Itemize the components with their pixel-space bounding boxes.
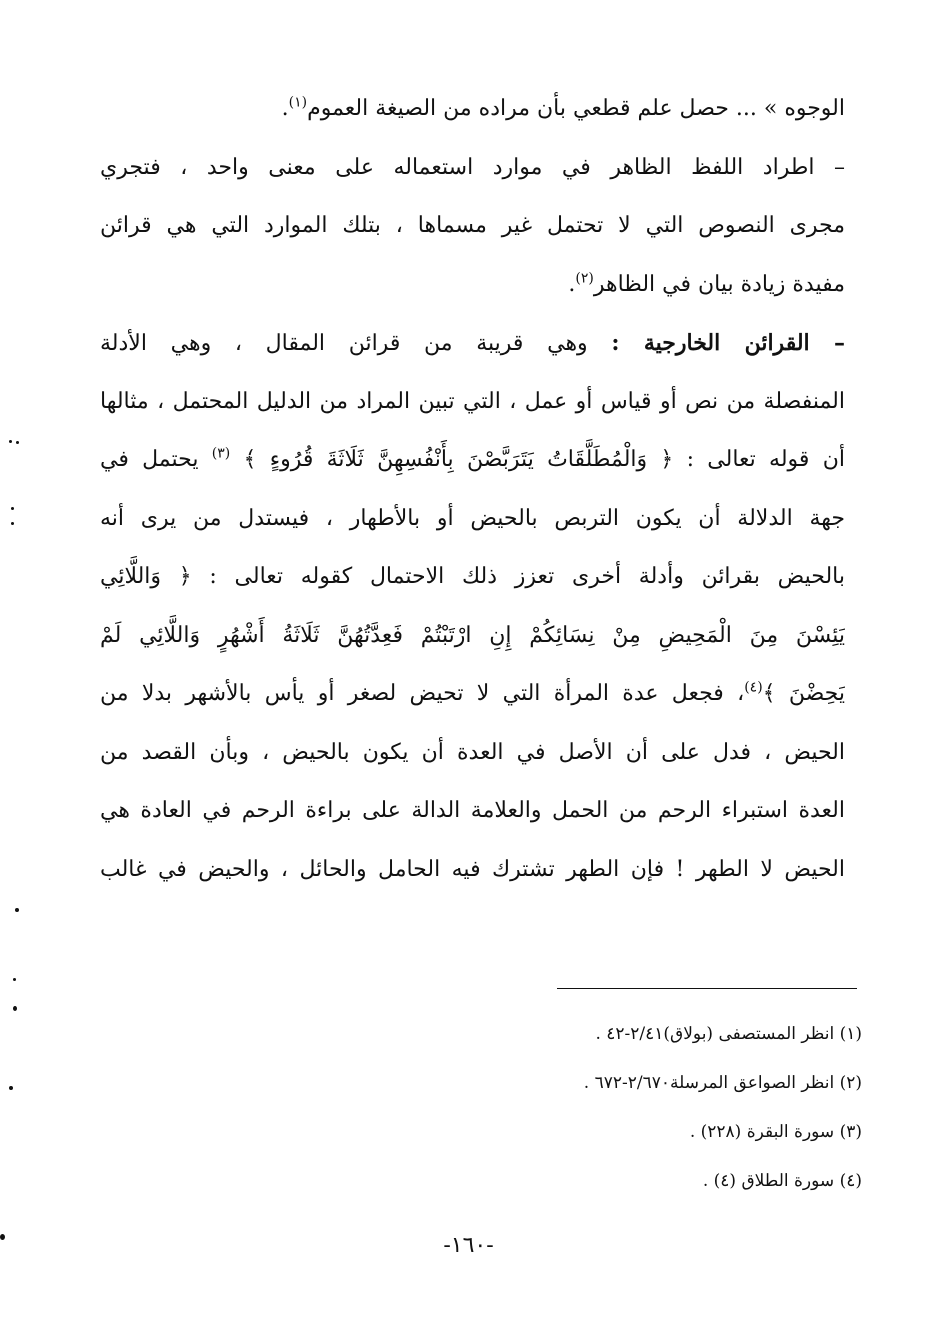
text-segment: الوجوه » ... حصل علم قطعي بأن مراده من الصيغة العموم xyxy=(307,96,845,121)
text-line xyxy=(100,373,845,432)
text-line xyxy=(100,607,845,666)
footnote-divider xyxy=(557,988,857,989)
text-segment: ، فجعل عدة المرأة التي لا تحيض لصغر أو يأس بالأشهر بدلا من xyxy=(100,681,745,706)
text-segment: الحيض لا الطهر ! فإن الطهر تشترك فيه الحامل والحائل ، والحيض في غالب xyxy=(100,856,845,882)
text-segment: العدة استبراء الرحم من الحمل والعلامة الدالة على براءة الرحم في العادة هي xyxy=(100,798,845,823)
quran-verse: يَئِسْنَ مِنَ الْمَحِيضِ مِنْ نِسَائِكُمْ إِنِ ارْتَبْتُمْ فَعِدَّتُهُنَّ ثَلَاثَةُ أَشْهُرٍ وَاللَّائِي لَمْ xyxy=(100,622,845,648)
footnote: (٢) انظر الصواعق المرسلة٢/٦٧٠-٦٧٢ . xyxy=(583,1073,862,1093)
scan-speck xyxy=(9,1086,13,1090)
text-line xyxy=(100,841,845,900)
text-segment: المنفصلة من نص أو قياس أو عمل ، التي تبين المراد من الدليل المحتمل ، مثالها xyxy=(100,388,845,414)
scan-speck xyxy=(13,1006,17,1011)
quran-verse: أن قوله تعالى : ﴿ وَالْمُطَلَّقَاتُ يَتَرَبَّصْنَ بِأَنْفُسِهِنَّ ثَلَاثَةَ قُرُوءٍ ﴾ xyxy=(243,447,845,472)
scan-speck xyxy=(0,1234,5,1240)
footnote-ref: (٣) xyxy=(211,445,231,462)
text-segment: – اطراد اللفظ الظاهر في موارد استعماله على معنى واحد ، فتجري xyxy=(100,154,845,180)
text-segment: جهة الدلالة أن يكون التربص بالحيض أو بالأطهار ، فيستدل من يرى أنه xyxy=(100,505,845,531)
text-line xyxy=(100,490,845,549)
scan-speck xyxy=(11,507,14,510)
section-heading: – القرائن الخارجية : xyxy=(611,330,845,356)
text-line xyxy=(100,548,845,607)
text-line xyxy=(100,314,845,373)
footnote: (٣) سورة البقرة (٢٢٨) . xyxy=(689,1122,862,1142)
text-line xyxy=(100,665,845,724)
text-segment: بالحيض بقرائن وأدلة أخرى تعزز ذلك الاحتمال كقوله تعالى : ﴿ وَاللَّائِي xyxy=(100,564,845,589)
footnote-ref: (١) xyxy=(288,94,308,111)
scan-speck xyxy=(11,522,14,525)
scan-speck xyxy=(15,908,19,912)
footnote-ref: (٢) xyxy=(575,270,594,287)
footnotes xyxy=(300,1010,862,1206)
text-line: الوجوه » ... حصل علم قطعي بأن مراده من الصيغة العموم$^{(١)}$. xyxy=(281,94,845,121)
text-line xyxy=(100,724,845,783)
main-text xyxy=(100,80,845,899)
text-line xyxy=(100,431,845,490)
text-line xyxy=(100,782,845,841)
text-segment: مجرى النصوص التي لا تحتمل غير مسماها ، بتلك الموارد التي هي قرائن xyxy=(100,213,845,238)
text-segment: يحتمل في xyxy=(100,447,199,472)
scan-speck xyxy=(13,978,16,981)
text-segment: مفيدة زيادة بيان في الظاهر xyxy=(593,271,845,297)
footnote: (١) انظر المستصفى (بولاق)٢/٤١-٤٢ . xyxy=(595,1024,862,1044)
footnote: (٤) سورة الطلاق (٤) . xyxy=(702,1171,862,1191)
text-line xyxy=(100,197,845,256)
quran-verse: يَحِضْنَ ﴾ xyxy=(762,681,845,706)
text-line xyxy=(100,139,845,198)
scan-speck xyxy=(9,440,12,443)
text-segment: وهي قريبة من قرائن المقال ، وهي الأدلة xyxy=(100,331,588,356)
text-segment: الحيض ، فدل على أن الأصل في العدة أن يكون بالحيض ، وبأن القصد من xyxy=(100,739,845,765)
page-number: -١٦٠- xyxy=(443,1233,494,1258)
scan-speck xyxy=(16,441,19,444)
footnote-ref: (٤) xyxy=(744,679,763,696)
text-line: مفيدة زيادة بيان في الظاهر$^{(٢)}$. xyxy=(568,270,845,297)
